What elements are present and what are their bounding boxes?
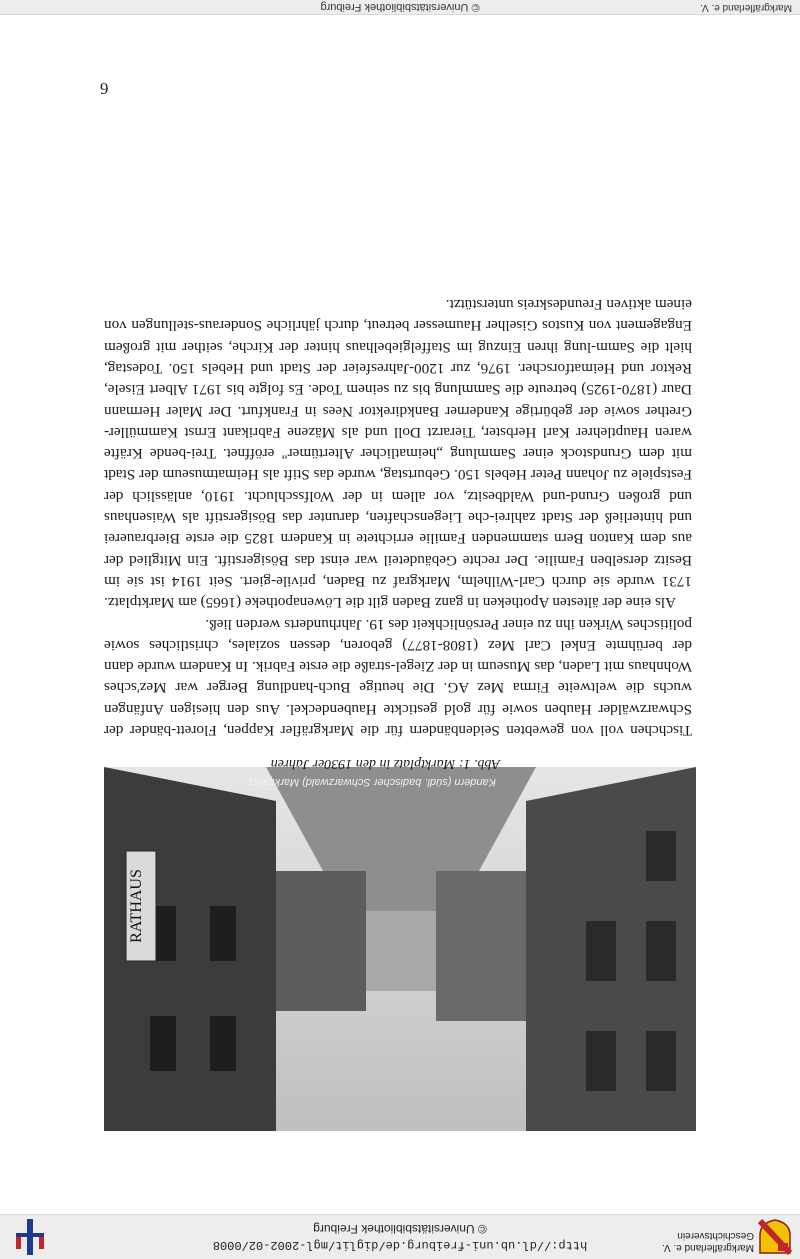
permalink-url[interactable]: http://dl.ub.uni-freiburg.de/diglit/mgl-2002-02/0008 — [212, 1238, 588, 1252]
market-square-photo — [104, 767, 696, 1131]
society-name-line1: Markgräflerland e. V. — [662, 1242, 754, 1253]
rathaus-sign-text: RATHAUS — [128, 869, 145, 943]
university-library-logo — [10, 1217, 50, 1257]
header-center — [0, 1221, 800, 1253]
viewer-footer — [0, 0, 800, 15]
postcard-caption: Kandern (südl. badischer Schwarzwald) Marktplatz. — [245, 776, 496, 788]
paragraph-2: Als eine der ältesten Apotheken in ganz Baden gilt die Löwenapotheke (1665) am Marktplatz. 1731 wurde sie durch Carl-Wilhelm, Markgraf zu Baden, privile-giert. Seit 1914 ist sie im Besitz derselben Familie. Der rechte Gebäudeteil war einst das Bösigerstift. Ein Mitglied der aus dem Kanton Bern stammenden Familie errichtete in Kandern 1825 die erste Bierbrauerei und hinterließ der Stadt zahlrei-che Liegenschaften, darunter das Bösigerstift als Waisenhaus und großen Grund-und Waldbesitz, vor allem in der Wolfsschlucht. 1910, anlässlich der Festspiele zu Johann Peter Hebels 150. Geburtstag, wurde das Stift als Heimatmuseum der Stadt mit dem Grundstock einer Sammlung „heimatlicher Altertümer" eröffnet. Trei-bende Kräfte waren Hauptlehrer Karl Herbster, Tierarzt Doll und als Mäzene Fabrikant Ernst Kammüller-Grether sowie der gebürtige Kanderner Bankdirektor Nees in Frankfurt. Der Maler Hermann Daur (1870-1925) betreute die Sammlung bis zu seinem Tode. Es folgte bis 1971 Albert Eisele, Rektor und Heimatforscher. 1976, zur 1200-Jahresfeier der Stadt und Hebels 150. Todestag, hielt die Samm-lung ihren Einzug im Staffelgiebelhaus hinter der Kirche, seither mit großem Engagement von Kustos Giselher Haumesser betreut, durch jährliche Sonderaus-stellungen von einem aktiven Freundeskreis unterstützt. — [104, 296, 692, 612]
figure-caption: Abb. 1: Marktplatz in den 1930er Jahren — [270, 756, 500, 771]
footer-copyright: © Universitätsbibliothek Freiburg — [320, 1, 480, 13]
body-text — [104, 294, 692, 741]
footer-society: Markgräflerland e. V. — [700, 2, 792, 13]
viewer-header — [0, 1214, 800, 1259]
copyright-text: © Universitätsbibliothek Freiburg — [313, 1222, 487, 1236]
society-name-line2: Geschichtsverein — [677, 1230, 754, 1241]
page-number: 6 — [100, 79, 109, 98]
paragraph-1: Tischchen voll von gewebten Seidenbändern für die Markgräfler Kappen, Florett-bänder der Schwarzwälder Hauben sowie für gold gestickte Haubendeckel. Aus den hiesigen Anfängen wuchs die weltweite Firma Mez AG. Die heutige Buch-handlung Berger war Mez'sches Wohnhaus mit Laden, das Museum in der Ziegel-straße die erste Fabrik. In Kandern wurde dann der berühmte Enkel Carl Mez (1808-1877) geboren, dessen soziales, christliches sowie politisches Wirken ihn zu einer Persönlichkeit des 19. Jahrhunderts werden ließ. — [104, 615, 692, 739]
